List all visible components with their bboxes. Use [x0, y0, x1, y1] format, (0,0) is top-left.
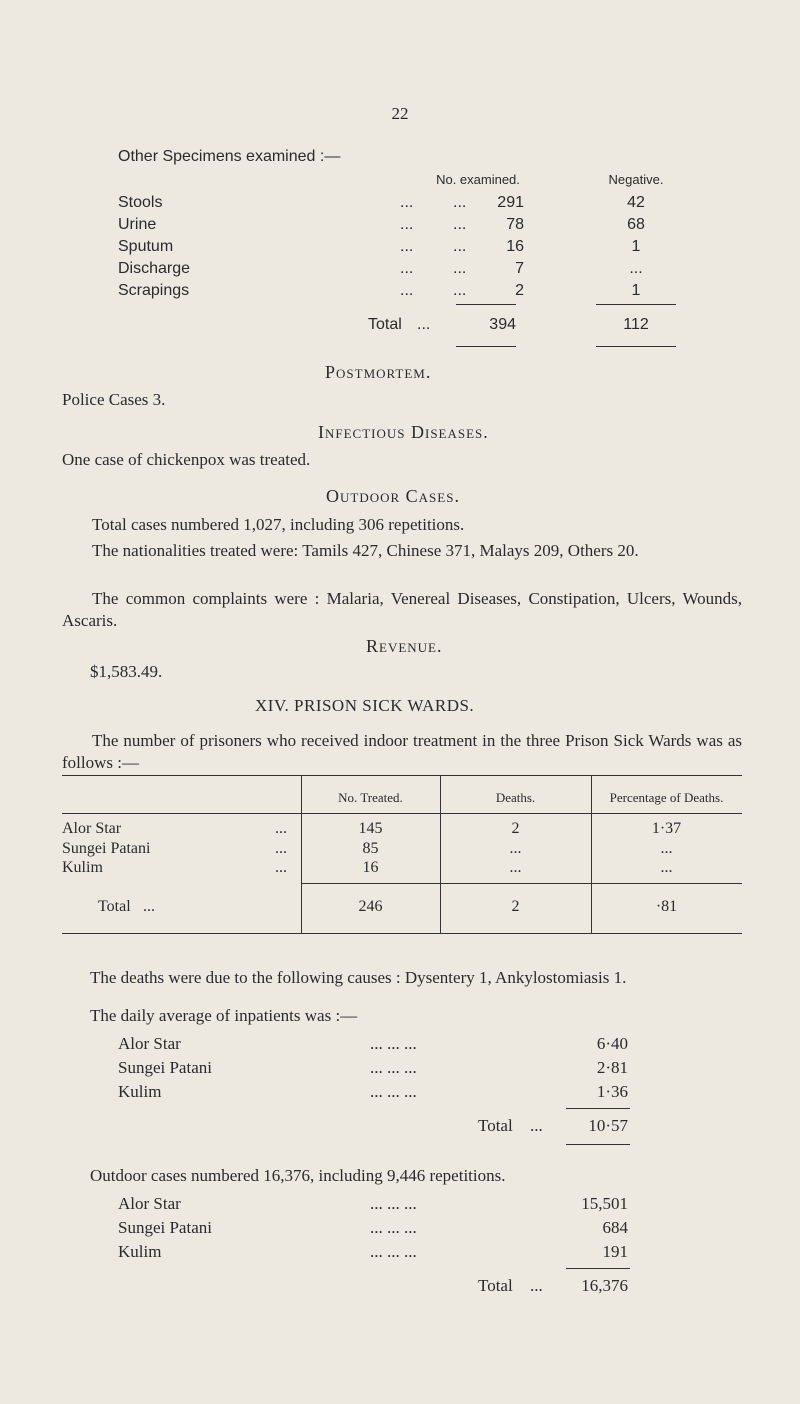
rule: [596, 304, 676, 305]
leader-dots: ...: [400, 238, 414, 255]
total-pct: ·81: [655, 898, 678, 915]
specimen-examined: 291: [497, 194, 524, 211]
table-top-rule: [62, 775, 742, 776]
outdoor-total: 16,376: [581, 1276, 628, 1295]
col-examined-header: No. examined.: [436, 172, 520, 187]
ward-deaths: 2: [511, 820, 520, 837]
ward-pct: 1·37: [651, 820, 682, 837]
specimen-examined: 2: [515, 282, 524, 299]
leader-dots: ...: [453, 194, 467, 211]
leader-dots: ...: [453, 238, 467, 255]
ward-name: Sungei Patani: [118, 1218, 212, 1237]
ward-name: Kulim: [118, 1242, 162, 1261]
page-number: 22: [391, 104, 409, 123]
ward-name: Sungei Patani: [118, 1058, 212, 1077]
ward-deaths: ...: [509, 859, 522, 876]
leader-dots: ... ... ...: [370, 1082, 417, 1101]
leader-dots: ... ... ...: [370, 1194, 417, 1213]
ward-treated: 16: [362, 859, 379, 876]
infectious-text: One case of chickenpox was treated.: [62, 450, 311, 469]
total-label: Total: [478, 1276, 513, 1295]
leader-dots: ...: [275, 840, 287, 857]
specimen-negative: ...: [629, 260, 643, 277]
leader-dots: ... ... ...: [370, 1034, 417, 1053]
specimen-name: Stools: [118, 194, 163, 211]
postmortem-heading: Postmortem.: [325, 362, 432, 382]
rule: [566, 1108, 630, 1109]
outdoor-prison-intro: Outdoor cases numbered 16,376, including 9,446 repetitions.: [90, 1166, 506, 1185]
ward-treated: 85: [362, 840, 379, 857]
leader-dots: ...: [400, 194, 414, 211]
rule: [596, 346, 676, 347]
ward-pct: ...: [660, 859, 673, 876]
total-label: Total: [478, 1116, 513, 1135]
outdoor-value: 191: [602, 1242, 628, 1261]
nationalities-paragraph: The nationalities treated were: Tamils 427, Chinese 371, Malays 209, Others 20.: [92, 541, 639, 560]
ward-name: Sungei Patani: [62, 840, 151, 857]
ward-name: Alor Star: [118, 1194, 181, 1213]
rule: [456, 304, 516, 305]
col-treated-header: No. Treated.: [338, 790, 403, 805]
infectious-heading: Infectious Diseases.: [318, 422, 489, 442]
total-negative: 112: [623, 316, 649, 333]
col-deaths-header: Deaths.: [495, 790, 536, 805]
prison-intro: The number of prisoners who received indoor treatment in the three Prison Sick Wards was as follows :—: [62, 731, 742, 772]
leader-dots: ...: [453, 216, 467, 233]
specimen-name: Discharge: [118, 260, 191, 277]
police-cases-text: Police Cases 3.: [62, 390, 166, 409]
causes-text: The deaths were due to the following causes : Dysentery 1, Ankylostomiasis 1.: [90, 968, 627, 987]
specimen-name: Scrapings: [118, 282, 190, 299]
leader-dots: ...: [400, 260, 414, 277]
ward-name: Kulim: [118, 1082, 162, 1101]
leader-dots: ... ... ...: [370, 1218, 417, 1237]
rule: [566, 1144, 630, 1145]
daily-value: 6·40: [596, 1034, 628, 1053]
leader-dots: ... ... ...: [370, 1058, 417, 1077]
rule: [456, 346, 516, 347]
header-rule: [62, 813, 742, 814]
total-rule: [301, 883, 742, 884]
specimen-name: Sputum: [118, 238, 174, 255]
ward-deaths: ...: [509, 840, 522, 857]
specimen-examined: 78: [506, 216, 524, 233]
specimen-negative: 1: [631, 282, 641, 299]
leader-dots: ...: [400, 216, 414, 233]
specimen-negative: 1: [631, 238, 641, 255]
leader-dots: ...: [417, 316, 431, 333]
specimens-heading: Other Specimens examined :—: [118, 148, 341, 165]
complaints-paragraph: The common complaints were : Malaria, Venereal Diseases, Constipation, Ulcers, Wounds, Ascaris.: [62, 589, 742, 630]
leader-dots: ...: [453, 282, 467, 299]
leader-dots: ...: [275, 859, 287, 876]
col-pct-header: Percentage of Deaths.: [609, 790, 724, 805]
outdoor-heading: Outdoor Cases.: [326, 486, 460, 506]
rule: [566, 1268, 630, 1269]
specimen-examined: 7: [515, 260, 524, 277]
ward-treated: 145: [358, 820, 383, 837]
specimen-name: Urine: [118, 216, 157, 233]
leader-dots: ...: [453, 260, 467, 277]
total-deaths: 2: [511, 898, 520, 915]
revenue-amount: $1,583.49.: [90, 662, 163, 681]
col-negative-header: Negative.: [608, 172, 664, 187]
total-treated: 246: [358, 898, 383, 915]
daily-total: 10·57: [588, 1116, 628, 1135]
outdoor-paragraph: Total cases numbered 1,027, including 306 repetitions.: [92, 515, 465, 534]
ward-name: Alor Star: [62, 820, 122, 837]
specimen-negative: 42: [627, 194, 645, 211]
total-label: Total: [368, 316, 402, 333]
leader-dots: ...: [275, 820, 287, 837]
leader-dots: ...: [400, 282, 414, 299]
outdoor-value: 684: [602, 1218, 628, 1237]
total-label: Total: [98, 898, 131, 915]
outdoor-value: 15,501: [581, 1194, 628, 1213]
daily-value: 1·36: [596, 1082, 628, 1101]
revenue-heading: Revenue.: [366, 636, 443, 656]
specimen-examined: 16: [506, 238, 524, 255]
total-examined: 394: [489, 316, 516, 333]
ward-name: Kulim: [62, 859, 103, 876]
table-bottom-rule: [62, 933, 742, 934]
ward-pct: ...: [660, 840, 673, 857]
leader-dots: ...: [530, 1116, 543, 1135]
daily-intro: The daily average of inpatients was :—: [90, 1006, 358, 1025]
leader-dots: ... ... ...: [370, 1242, 417, 1261]
daily-value: 2·81: [596, 1058, 628, 1077]
specimen-negative: 68: [627, 216, 645, 233]
leader-dots: ...: [143, 898, 155, 915]
prison-heading: XIV. PRISON SICK WARDS.: [255, 696, 475, 715]
ward-name: Alor Star: [118, 1034, 181, 1053]
leader-dots: ...: [530, 1276, 543, 1295]
